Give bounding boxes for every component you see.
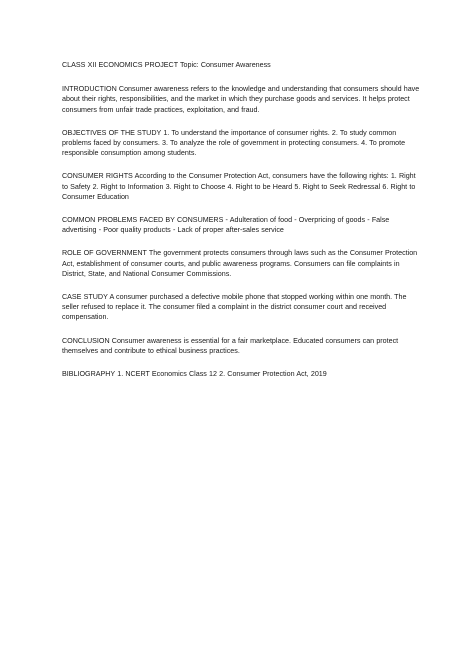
case-study-section: CASE STUDY A consumer purchased a defective mobile phone that stopped working within one month. The seller refused to replace it. The consumer filed a complaint in the district consumer court and received compensation. [62,293,407,322]
role-of-government-section: ROLE OF GOVERNMENT The government protects consumers through laws such as the Consumer Protection Act, establishment of consumer courts, and public awareness programs. Consumers can file complaints in District, State, and National Consumer Commissions. [62,249,418,278]
common-problems-section: COMMON PROBLEMS FACED BY CONSUMERS - Adulteration of food - Overpricing of goods - False advertising - Poor quality products - Lack of proper after-sales service [62,216,390,235]
bibliography-section: BIBLIOGRAPHY 1. NCERT Economics Class 12 2. Consumer Protection Act, 2019 [62,370,327,379]
conclusion-section: CONCLUSION Consumer awareness is essential for a fair marketplace. Educated consumers can protect themselves and contribute to ethical business practices. [62,336,399,355]
document-body [62,60,420,392]
consumer-rights-section: CONSUMER RIGHTS According to the Consumer Protection Act, consumers have the following rights: 1. Right to Safety 2. Right to Information 3. Right to Choose 4. Right to be Heard 5. Right to Seek Redressal 6. Right to Consumer Education [62,172,416,201]
introduction-section: INTRODUCTION Consumer awareness refers to the knowledge and understanding that consumers should have about their rights, responsibilities, and the market in which they purchase goods and services. It helps protect consumers from unfair trade practices, exploitation, and fraud. [62,85,420,114]
document-title: CLASS XII ECONOMICS PROJECT Topic: Consumer Awareness [62,61,271,69]
objectives-section: OBJECTIVES OF THE STUDY 1. To understand the importance of consumer rights. 2. To study common problems faced by consumers. 3. To analyze the role of government in protecting consumers. 4. To promote responsible consumption among students. [62,128,406,158]
